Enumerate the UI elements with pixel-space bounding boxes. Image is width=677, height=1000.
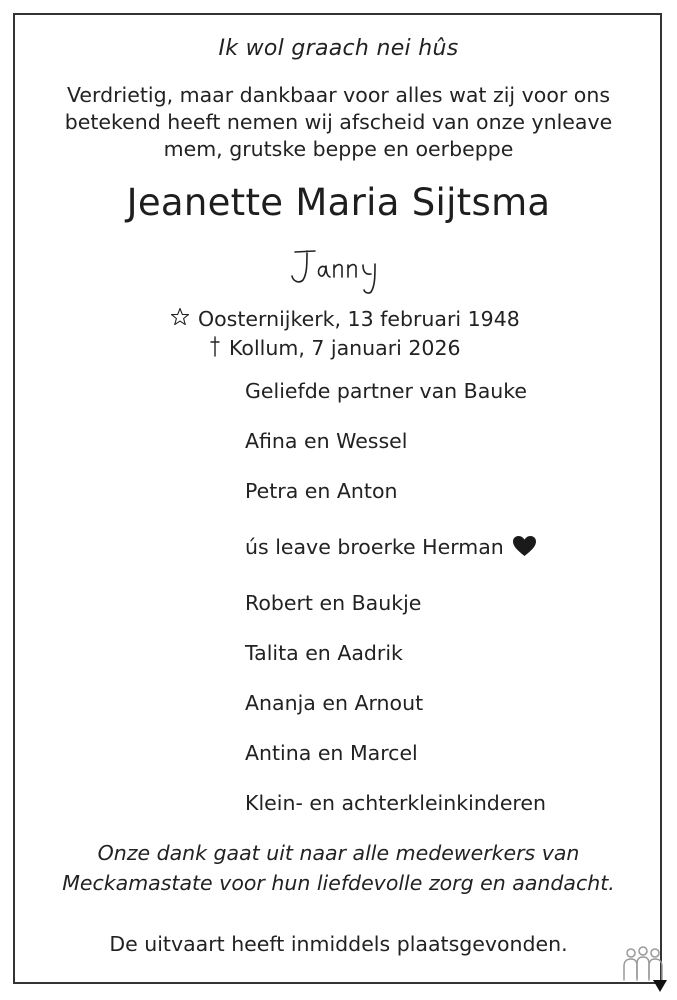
thanks-line: Meckamastate voor hun liefdevolle zorg en aandacht. xyxy=(62,871,615,895)
nickname-signature xyxy=(285,236,395,296)
family-member: Ananja en Arnout xyxy=(245,691,424,715)
cross-icon xyxy=(209,335,221,364)
family-member: Afina en Wessel xyxy=(245,429,408,453)
family-member: Robert en Baukje xyxy=(245,591,422,615)
family-member: ús leave broerke Herman xyxy=(245,527,665,589)
deceased-name: Jeanette Maria Sijtsma xyxy=(126,181,551,224)
star-outline-icon xyxy=(170,306,190,334)
family-member: Talita en Aadrik xyxy=(245,641,403,665)
intro-line: betekend heeft nemen wij afscheid van onze ynleave xyxy=(64,110,613,134)
intro-text xyxy=(0,82,677,163)
family-member: Klein- en achterkleinkinderen xyxy=(245,791,547,815)
family-member: Petra en Anton xyxy=(245,479,398,503)
birth-line xyxy=(170,305,520,334)
death-date: Kollum, 7 januari 2026 xyxy=(229,336,461,360)
down-arrow-icon[interactable] xyxy=(652,978,668,992)
intro-line: mem, grutske beppe en oerbeppe xyxy=(163,137,514,161)
family-member: Antina en Marcel xyxy=(245,741,418,765)
heart-icon xyxy=(512,535,537,564)
family-list xyxy=(245,377,665,839)
thanks-line: Onze dank gaat uit naar alle medewerkers van xyxy=(97,841,580,865)
family-member: Geliefde partner van Bauke xyxy=(245,379,528,403)
death-line xyxy=(209,334,461,364)
birth-date: Oosternijkerk, 13 februari 1948 xyxy=(198,307,520,331)
intro-line: Verdrietig, maar dankbaar voor alles wat zij voor ons xyxy=(66,83,611,107)
motto: Ik wol graach nei hûs xyxy=(218,36,459,61)
thanks-text xyxy=(0,838,677,898)
funeral-note: De uitvaart heeft inmiddels plaatsgevonden. xyxy=(109,932,568,956)
